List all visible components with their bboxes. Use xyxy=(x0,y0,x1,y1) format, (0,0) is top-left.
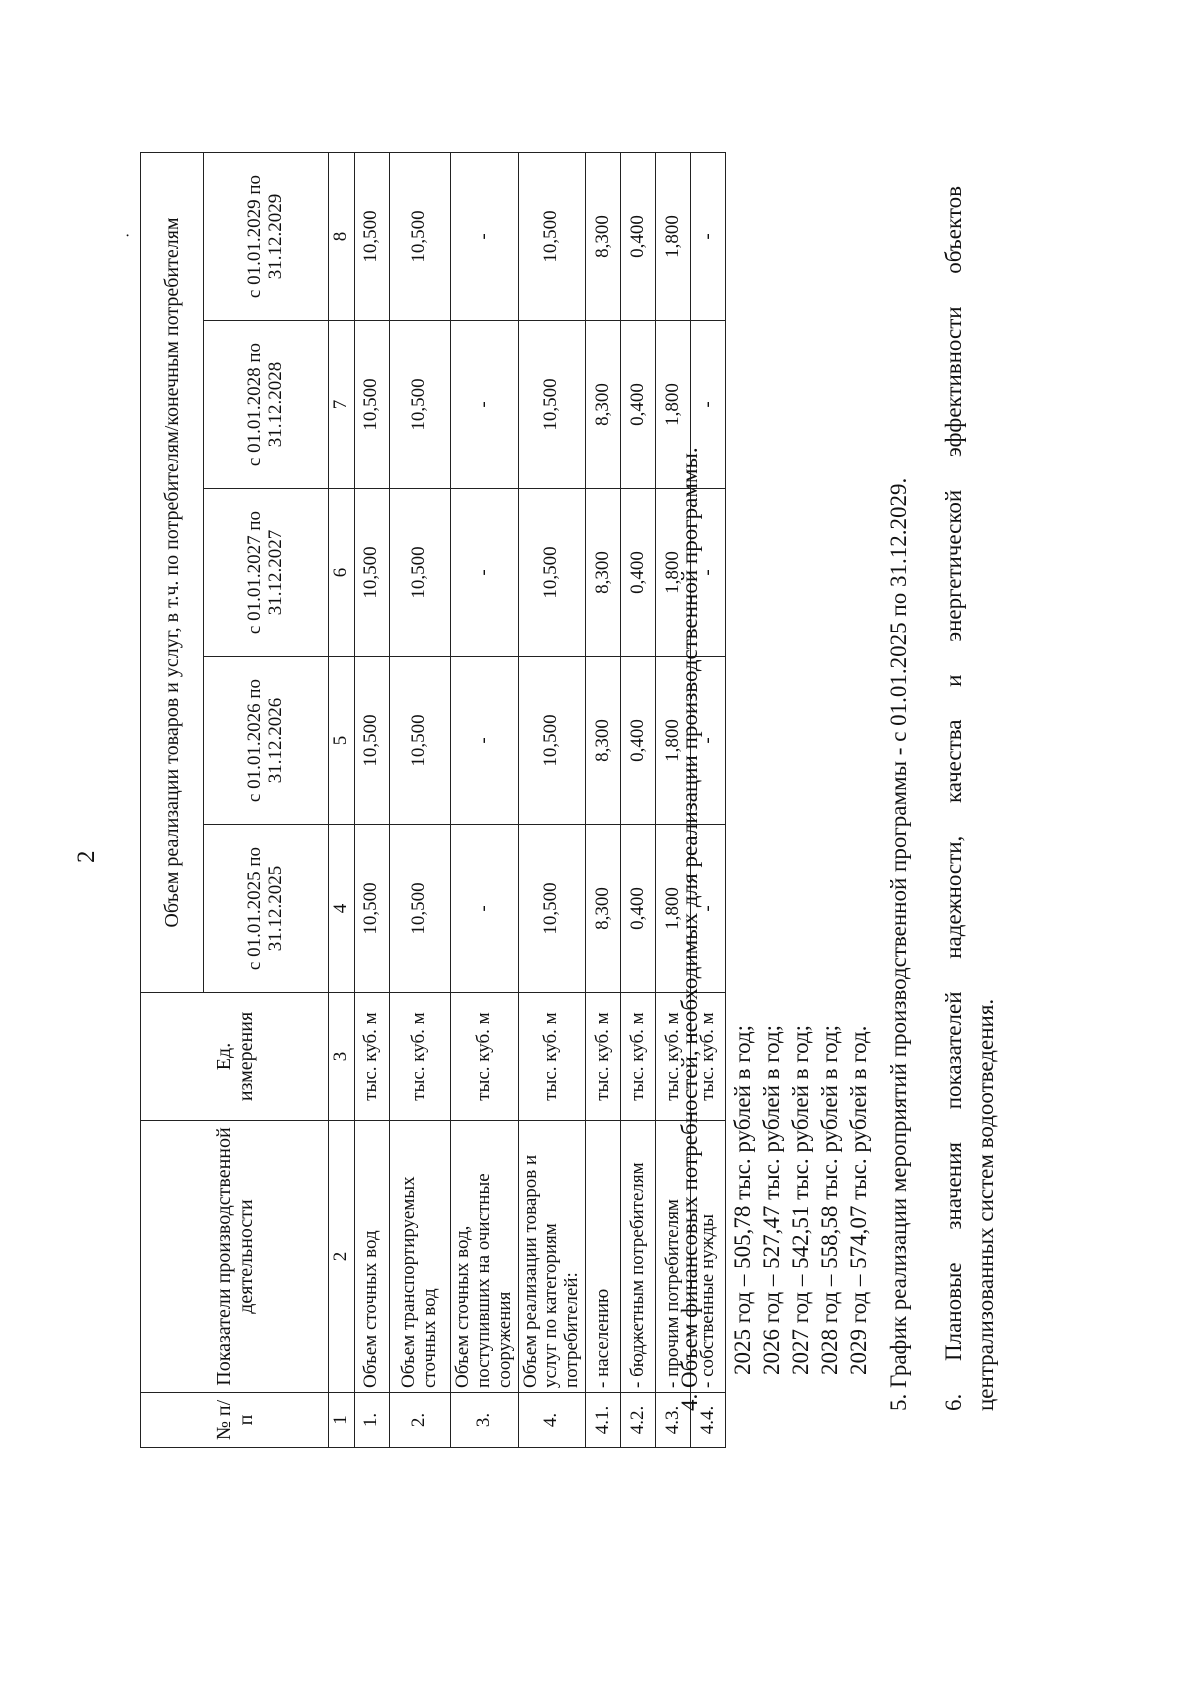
list-item: 2028 год – 558,58 тыс. рублей в год; xyxy=(817,1024,842,1375)
value-cell: 8,300 xyxy=(586,825,621,993)
value-cell: 10,500 xyxy=(518,825,586,993)
value-cell: 1,800 xyxy=(656,153,691,321)
indicator-cell: - собственные нужды xyxy=(691,1121,726,1393)
list-item: 2026 год – 527,47 тыс. рублей в год; xyxy=(759,1024,784,1375)
value-cell: 10,500 xyxy=(389,489,450,657)
value-cell: - xyxy=(450,153,518,321)
row-number-cell: 4.1. xyxy=(586,1393,621,1448)
table-body xyxy=(354,153,725,1448)
column-number: 6 xyxy=(329,489,355,657)
unit-cell: тыс. куб. м xyxy=(389,993,450,1121)
column-number: 7 xyxy=(329,321,355,489)
header-period: с 01.01.2029 по 31.12.2029 xyxy=(204,153,329,321)
value-cell: 0,400 xyxy=(621,825,656,993)
scan-dot: · xyxy=(120,232,137,238)
value-cell: 1,800 xyxy=(656,825,691,993)
value-cell: 10,500 xyxy=(389,657,450,825)
value-cell: 8,300 xyxy=(586,153,621,321)
value-cell: - xyxy=(450,825,518,993)
value-cell: 0,400 xyxy=(621,153,656,321)
value-cell: 10,500 xyxy=(518,153,586,321)
column-number: 5 xyxy=(329,657,355,825)
value-cell: 1,800 xyxy=(656,657,691,825)
value-cell: - xyxy=(691,153,726,321)
table-row xyxy=(450,153,518,1448)
table-row xyxy=(389,153,450,1448)
value-cell: 0,400 xyxy=(621,657,656,825)
column-number: 8 xyxy=(329,153,355,321)
list-item: 2029 год – 574,07 тыс. рублей в год. xyxy=(846,1025,871,1375)
table-row xyxy=(586,153,621,1448)
indicator-cell: Объем сточных вод, поступивших на очистные сооружения xyxy=(450,1121,518,1393)
table-row xyxy=(518,153,586,1448)
indicator-cell: Объем транспортируемых сточных вод xyxy=(389,1121,450,1393)
row-number-cell: 1. xyxy=(354,1393,389,1448)
value-cell: - xyxy=(691,657,726,825)
header-num: № п/п xyxy=(141,1393,329,1448)
value-cell: - xyxy=(691,321,726,489)
row-number-cell: 4.4. xyxy=(691,1393,726,1448)
header-period: с 01.01.2026 по 31.12.2026 xyxy=(204,657,329,825)
header-period: с 01.01.2025 по 31.12.2025 xyxy=(204,825,329,993)
value-cell: 1,800 xyxy=(656,321,691,489)
value-cell: 10,500 xyxy=(354,489,389,657)
unit-cell: тыс. куб. м xyxy=(656,993,691,1121)
column-number: 2 xyxy=(329,1121,355,1393)
header-unit: Ед. измерения xyxy=(141,993,329,1121)
unit-cell: тыс. куб. м xyxy=(586,993,621,1121)
unit-cell: тыс. куб. м xyxy=(450,993,518,1121)
value-cell: 0,400 xyxy=(621,489,656,657)
value-cell: 10,500 xyxy=(354,153,389,321)
section6-line1: 6. Плановые значения показателей надежности, качества и энергетической эффективности объектов xyxy=(941,186,966,1411)
indicator-cell: - бюджетным потребителям xyxy=(621,1121,656,1393)
value-cell: - xyxy=(450,321,518,489)
table-row xyxy=(621,153,656,1448)
production-table xyxy=(140,152,726,1448)
section4-title: 4. Объем финансовых потребностей, необходимых для реализации производственной программы. xyxy=(677,447,702,1411)
table-row xyxy=(354,153,389,1448)
row-number-cell: 4.2. xyxy=(621,1393,656,1448)
value-cell: - xyxy=(450,489,518,657)
value-cell: 10,500 xyxy=(354,321,389,489)
value-cell: 1,800 xyxy=(656,489,691,657)
page-number: 2 xyxy=(73,850,100,863)
value-cell: 10,500 xyxy=(389,153,450,321)
header-indicator: Показатели производственной деятельности xyxy=(141,1121,329,1393)
column-number: 4 xyxy=(329,825,355,993)
column-number-row xyxy=(329,153,355,1448)
value-cell: 8,300 xyxy=(586,321,621,489)
indicator-cell: Объем реализации товаров и услуг по категориям потребителей: xyxy=(518,1121,586,1393)
value-cell: 10,500 xyxy=(518,321,586,489)
value-cell: 10,500 xyxy=(354,825,389,993)
value-cell: 8,300 xyxy=(586,657,621,825)
section5-title: 5. График реализации мероприятий производственной программы - с 01.01.2025 по 31.12.2029. xyxy=(886,477,911,1411)
table-header-row xyxy=(141,153,204,1448)
value-cell: 8,300 xyxy=(586,489,621,657)
unit-cell: тыс. куб. м xyxy=(354,993,389,1121)
list-item: 2025 год – 505,78 тыс. рублей в год; xyxy=(730,1024,755,1375)
row-number-cell: 2. xyxy=(389,1393,450,1448)
row-number-cell: 4.3. xyxy=(656,1393,691,1448)
value-cell: 10,500 xyxy=(389,321,450,489)
header-period: с 01.01.2027 по 31.12.2027 xyxy=(204,489,329,657)
value-cell: - xyxy=(691,825,726,993)
section6-line2: централизованных систем водоотведения. xyxy=(973,998,998,1411)
unit-cell: тыс. куб. м xyxy=(621,993,656,1121)
unit-cell: тыс. куб. м xyxy=(518,993,586,1121)
indicator-cell: - населению xyxy=(586,1121,621,1393)
value-cell: 10,500 xyxy=(518,489,586,657)
row-number-cell: 3. xyxy=(450,1393,518,1448)
header-volume: Объем реализации товаров и услуг, в т.ч. по потребителям/конечным потребителям xyxy=(141,153,204,993)
value-cell: - xyxy=(450,657,518,825)
value-cell: 0,400 xyxy=(621,321,656,489)
row-number-cell: 4. xyxy=(518,1393,586,1448)
value-cell: 10,500 xyxy=(389,825,450,993)
financial-needs-list xyxy=(728,1025,873,1375)
unit-cell: тыс. куб. м xyxy=(691,993,726,1121)
value-cell: - xyxy=(691,489,726,657)
indicator-cell: - прочим потребителям xyxy=(656,1121,691,1393)
column-number: 3 xyxy=(329,993,355,1121)
column-number: 1 xyxy=(329,1393,355,1448)
value-cell: 10,500 xyxy=(518,657,586,825)
value-cell: 10,500 xyxy=(354,657,389,825)
indicator-cell: Объем сточных вод xyxy=(354,1121,389,1393)
list-item: 2027 год – 542,51 тыс. рублей в год; xyxy=(788,1024,813,1375)
section6 xyxy=(938,186,1002,1411)
header-period: с 01.01.2028 по 31.12.2028 xyxy=(204,321,329,489)
